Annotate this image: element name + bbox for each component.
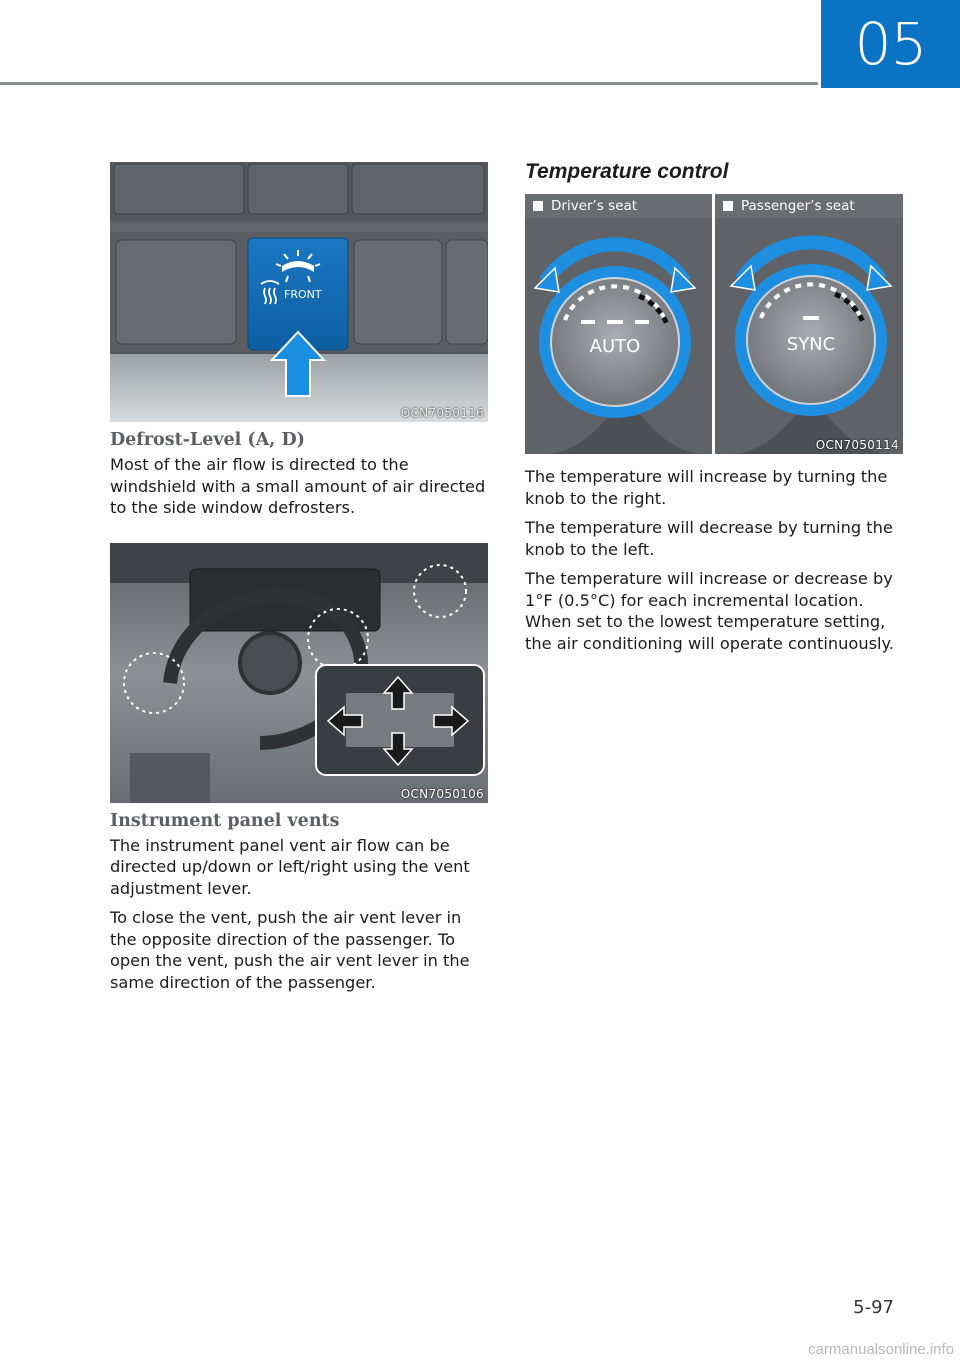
knob-sync-label: SYNC xyxy=(786,334,836,355)
right-column xyxy=(525,160,903,662)
figure-code: OCN7050114 xyxy=(815,438,899,452)
defrost-description: Most of the air flow is directed to the windshield with a small amount of air directed to the side window defrosters. xyxy=(110,455,486,517)
vents-paragraph-1: The instrument panel vent air flow can be directed up/down or left/right using the vent adjustment lever. xyxy=(110,835,470,898)
dashboard-illustration xyxy=(110,543,488,803)
instrument-panel-vents-figure xyxy=(110,543,488,803)
temperature-paragraph-1: The temperature will increase by turning the knob to the right. xyxy=(525,467,888,508)
passenger-seat-label: Passenger’s seat xyxy=(715,194,855,218)
defrost-button-illustration xyxy=(110,162,488,422)
temperature-knobs-illustration xyxy=(525,194,903,454)
square-bullet-icon xyxy=(533,201,543,211)
driver-temperature-knob[interactable] xyxy=(535,244,695,418)
driver-seat-label: Driver’s seat xyxy=(525,194,637,218)
passenger-temperature-knob[interactable] xyxy=(731,242,891,416)
defrost-button-figure xyxy=(110,162,488,422)
section-title-defrost: Defrost-Level (A, D) xyxy=(110,430,305,450)
temperature-paragraph-2: The temperature will decrease by turning the knob to the left. xyxy=(525,518,893,559)
watermark: carmanualsonline.info xyxy=(808,1341,954,1358)
page-number: 5-97 xyxy=(853,1297,894,1318)
section-title-temperature: Temperature control xyxy=(525,160,729,183)
vents-paragraph-2: To close the vent, push the air vent lever in the opposite direction of the passenger. To open the vent, push the air vent lever in the same direction of the passenger. xyxy=(110,908,470,992)
knob-auto-label: AUTO xyxy=(589,336,641,357)
header-rule xyxy=(0,82,818,85)
figure-code: OCN7050116 xyxy=(400,406,484,420)
section-title-vents: Instrument panel vents xyxy=(110,810,340,831)
chapter-tab: 05 xyxy=(821,0,960,88)
temperature-paragraph-3: The temperature will increase or decrease by 1°F (0.5°C) for each incremental location. When set to the lowest temperature setting, the air conditioning will operate continuously. xyxy=(525,569,894,653)
left-column xyxy=(110,162,488,1001)
square-bullet-icon xyxy=(723,201,733,211)
figure-code: OCN7050106 xyxy=(400,786,484,801)
temperature-knob-figure xyxy=(525,194,903,454)
front-button-label: FRONT xyxy=(284,288,322,301)
